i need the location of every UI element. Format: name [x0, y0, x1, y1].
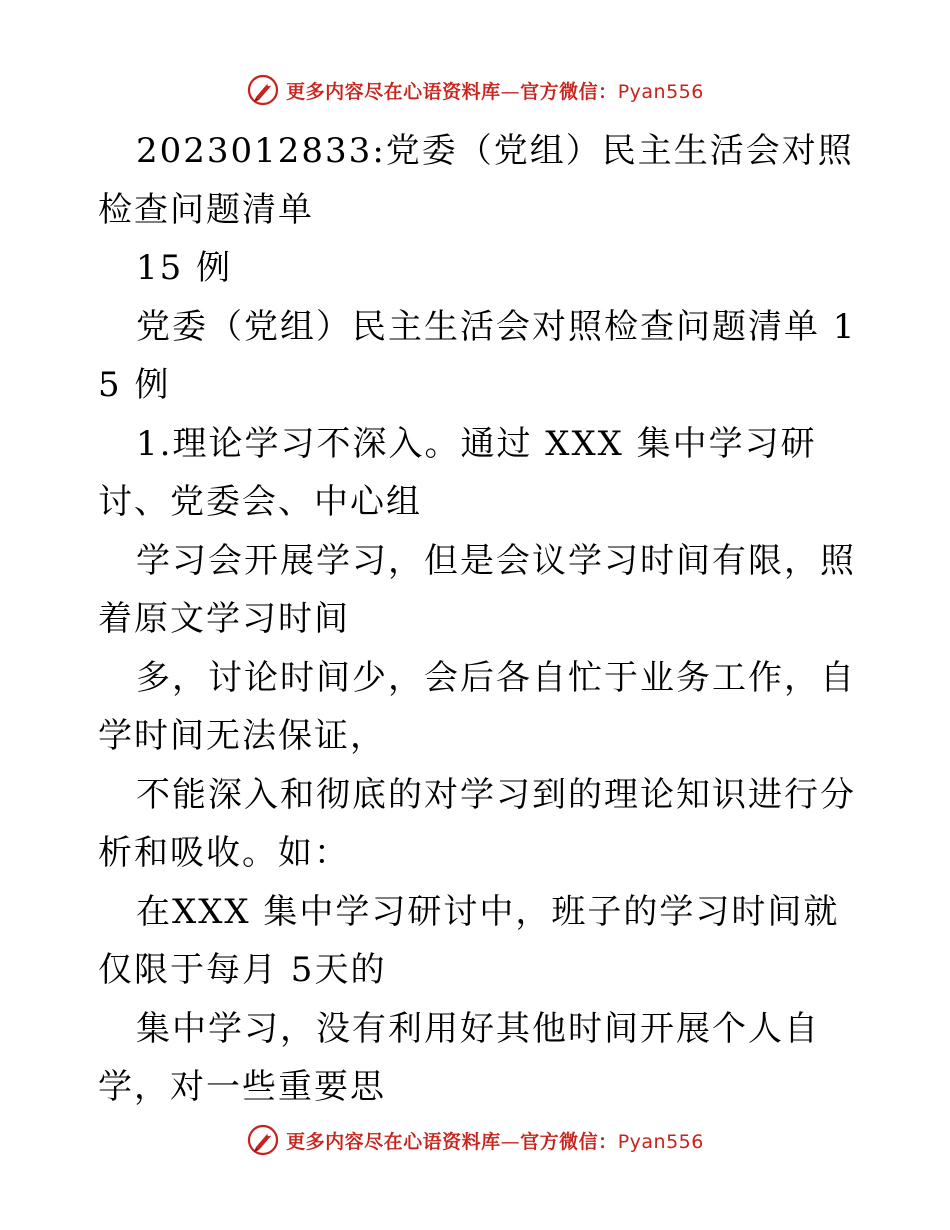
- doc-paragraph: 集中学习，没有利用好其他时间开展个人自学，对一些重要思: [98, 1008, 820, 1107]
- document-body: [98, 122, 858, 1117]
- watermark-text: [286, 1127, 704, 1154]
- watermark-site-text: 更多内容尽在心语资料库: [286, 1130, 501, 1153]
- doc-paragraph: 在XXX 集中学习研讨中，班子的学习时间就仅限于每月 5天的: [98, 891, 840, 990]
- watermark-contact-text: 官方微信：: [520, 80, 618, 103]
- watermark-separator: —: [500, 1130, 521, 1153]
- doc-paragraph: 15 例: [136, 248, 233, 288]
- pen-nib-logo-icon: [246, 73, 280, 107]
- watermark-banner-top: [0, 70, 950, 110]
- watermark-separator: —: [500, 80, 521, 103]
- doc-paragraph: 1.理论学习不深入。通过 XXX 集中学习研讨、党委会、中心组: [98, 423, 817, 522]
- doc-paragraph: 党委（党组）民主生活会对照检查问题清单 15 例: [98, 306, 857, 405]
- doc-paragraph: 不能深入和彻底的对学习到的理论知识进行分析和吸收。如：: [98, 774, 856, 873]
- watermark-handle: Pyan556: [617, 1130, 704, 1153]
- watermark-handle: Pyan556: [617, 80, 704, 103]
- watermark-text: [286, 77, 704, 104]
- doc-paragraph: 多，讨论时间少，会后各自忙于业务工作，自学时间无法保证，: [98, 657, 856, 756]
- pen-nib-logo-icon: [246, 1123, 280, 1157]
- watermark-banner-bottom: [0, 1120, 950, 1160]
- doc-paragraph: 学习会开展学习，但是会议学习时间有限，照着原文学习时间: [98, 540, 856, 639]
- watermark-contact-text: 官方微信：: [520, 1130, 618, 1153]
- watermark-site-text: 更多内容尽在心语资料库: [286, 80, 501, 103]
- doc-title-paragraph: 2023012833:党委（党组）民主生活会对照检查问题清单: [98, 131, 854, 230]
